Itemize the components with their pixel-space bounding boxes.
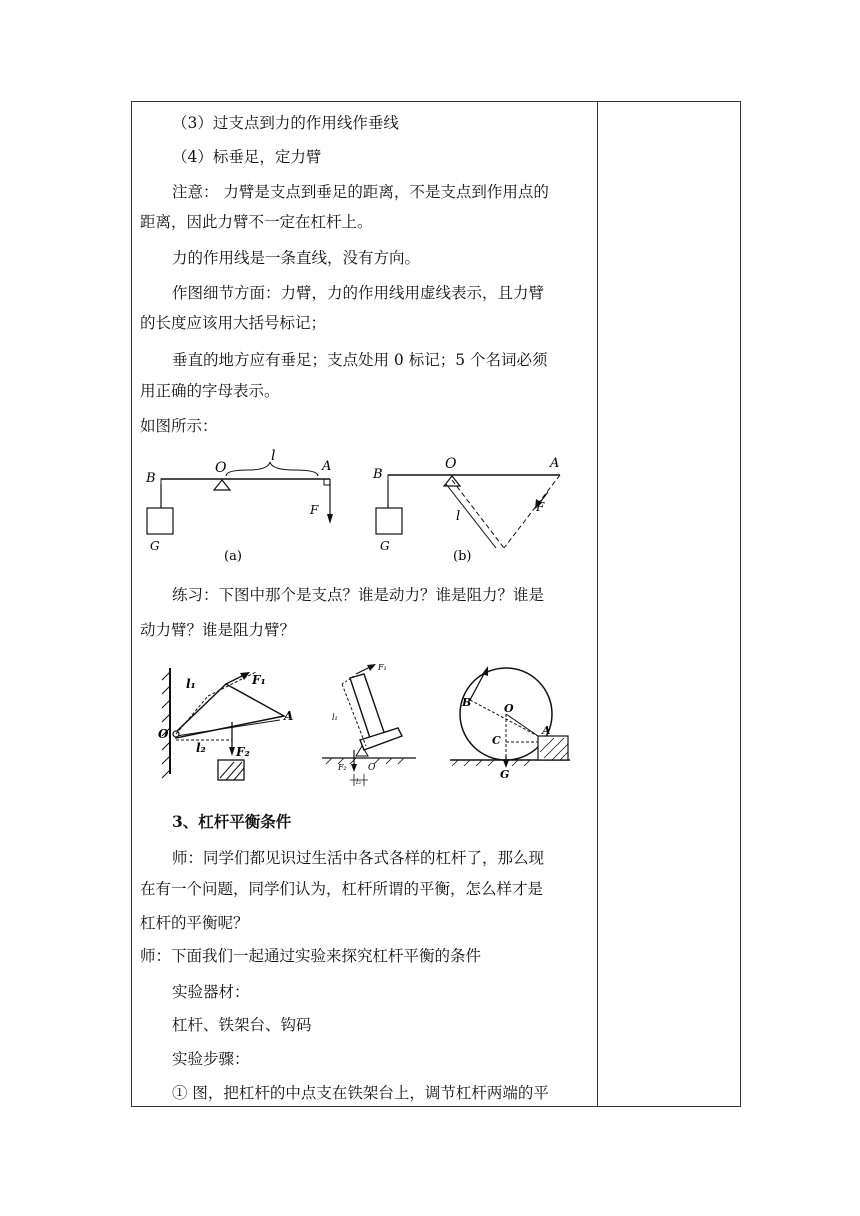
text-line: 动力臂？谁是阻力臂？ [140,621,296,639]
arm-brace [446,484,496,548]
label-l2: l₂ [356,778,362,786]
label-l1: l₁ [332,713,338,722]
text-line: 作图细节方面：力臂，力的作用线用虚线表示，且力臂 [172,284,545,302]
text-line: 的长度应该用大括号标记； [140,314,327,332]
text-line: 实验器材： [172,983,250,1001]
text-line: 在有一个问题，同学们认为，杠杆所谓的平衡，怎么样才是 [140,880,544,898]
text-line: 杠杆、铁架台、钩码 [172,1016,312,1034]
label-C: C [492,734,501,747]
label-O: O [158,727,169,741]
weight-box [376,508,402,534]
label-O: O [445,456,457,472]
text-line: （4）标垂足，定力臂 [172,148,322,166]
caption-a: (a) [224,549,242,564]
exercise-figure-3 [446,660,574,782]
text-line: 师：下面我们一起通过实验来探究杠杆平衡的条件 [140,947,482,965]
label-F2: F₂ [338,763,347,772]
label-l: l [271,448,276,464]
text-line: ① 图，把杠杆的中点支在铁架台上，调节杠杆两端的平 [172,1084,549,1102]
caption-b: (b) [453,549,472,564]
label-A: A [550,456,560,471]
label-A: A [322,459,332,474]
exercise-figure-1 [156,660,292,788]
text-line: 注意： 力臂是支点到垂足的距离，不是支点到作用点的 [172,183,549,201]
bent-lever [176,684,284,738]
arm-brace [226,462,318,476]
label-F1: F₁ [252,673,266,687]
text-line: 实验步骤： [172,1050,250,1068]
weight-box [147,508,173,534]
label-F: F [536,500,545,514]
label-O: O [504,702,514,715]
text-line: 用正确的字母表示。 [140,382,280,400]
text-line: 师：同学们都见识过生活中各式各样的杠杆了，那么现 [172,849,545,867]
label-F1: F₁ [378,663,387,672]
label-G: G [150,539,160,553]
text-line: 距离，因此力臂不一定在杠杆上。 [140,213,373,231]
lever-diagram-b [368,448,578,570]
label-l: l [456,509,461,524]
label-G: G [380,539,390,553]
text-line: （3）过支点到力的作用线作垂线 [172,114,399,132]
fulcrum [214,480,230,490]
section-heading: 3、杠杆平衡条件 [172,812,292,831]
exercise-figure-2 [320,658,420,790]
force-line [504,475,560,548]
label-B: B [146,471,156,486]
text-line: 如图所示： [140,417,218,435]
text-line: 力的作用线是一条直线，没有方向。 [172,249,421,267]
label-B: B [373,467,383,482]
label-O: O [368,763,376,773]
text-line: 练习：下图中那个是支点？谁是动力？谁是阻力？谁是 [172,586,545,604]
label-G: G [500,768,510,781]
text-line: 杠杆的平衡呢？ [140,914,249,932]
label-F: F [310,503,319,517]
label-O: O [215,460,227,476]
lever-diagram-a [138,448,358,570]
label-l1: l₁ [186,677,196,691]
text-line: 垂直的地方应有垂足；支点处用 0 标记；5 个名词必须 [172,351,548,369]
weight-box [218,760,244,780]
label-l2: l₂ [196,741,206,755]
label-F2: F₂ [236,745,250,759]
label-B: B [462,696,472,709]
label-A: A [284,709,294,723]
table-column-divider [597,101,598,1107]
label-A: A [542,724,551,737]
